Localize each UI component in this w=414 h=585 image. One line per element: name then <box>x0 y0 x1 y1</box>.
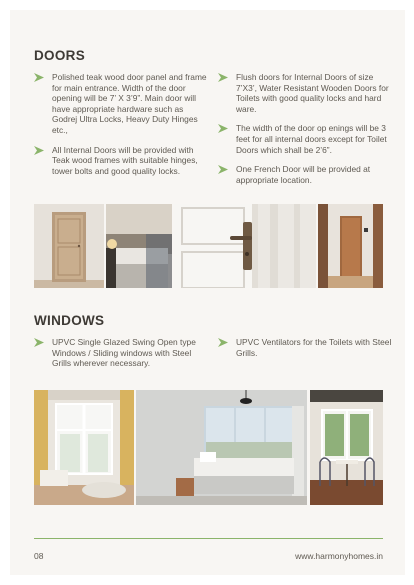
photo-entrance-door <box>318 204 383 288</box>
arrow-bullet-icon <box>34 73 44 82</box>
arrow-bullet-icon <box>218 338 228 347</box>
windows-right-column <box>218 337 393 367</box>
photo-bedroom <box>106 204 172 288</box>
photo-window-curtains <box>34 390 134 505</box>
arrow-bullet-icon <box>218 165 228 174</box>
doors-heading: DOORS <box>34 48 86 63</box>
doors-bullet-door-width: The width of the door op enings will be 3 feet for all internal doors except for Toilet Doors which shall be 2’6”. <box>218 123 393 155</box>
doors-bullet-french-door: One French Door will be provided at appropriate location. <box>218 164 393 185</box>
doors-bullet-internal-frames: All Internal Doors will be provided with Teak wood frames with suitable hinges, tower bolts and good quality locks. <box>34 145 209 177</box>
footer-divider <box>34 538 383 539</box>
website-link[interactable]: www.harmonyhomes.in <box>295 551 383 561</box>
arrow-bullet-icon <box>34 338 44 347</box>
page-number: 08 <box>34 551 44 561</box>
doors-bullet-main-door: Polished teak wood door panel and frame for main entrance. Width of the door opening will be 7’ X 3’9”. Main door will have appropriate hardware such as Godrej Ultra Locks, Heavy Duty Hinges etc., <box>34 72 209 136</box>
arrow-bullet-icon <box>34 146 44 155</box>
doors-right-column <box>218 72 393 194</box>
photo-wooden-door <box>34 204 104 288</box>
photo-dining-window <box>310 390 383 505</box>
brochure-page <box>10 10 405 575</box>
windows-left-column <box>34 337 209 378</box>
photo-bedroom-window <box>136 390 307 505</box>
arrow-bullet-icon <box>218 73 228 82</box>
windows-bullet-upvc-windows: UPVC Single Glazed Swing Open type Windows / Sliding windows with Steel Grills wherever necessary. <box>34 337 209 369</box>
photo-door-handle <box>174 204 316 288</box>
doors-bullet-flush-doors: Flush doors for Internal Doors of size 7’X3’, Water Resistant Wooden Doors for Toilets with good quality locks and hard ware. <box>218 72 393 114</box>
windows-bullet-ventilators: UPVC Ventilators for the Toilets with Steel Grills. <box>218 337 393 358</box>
windows-heading: WINDOWS <box>34 313 105 328</box>
arrow-bullet-icon <box>218 124 228 133</box>
doors-left-column <box>34 72 209 185</box>
